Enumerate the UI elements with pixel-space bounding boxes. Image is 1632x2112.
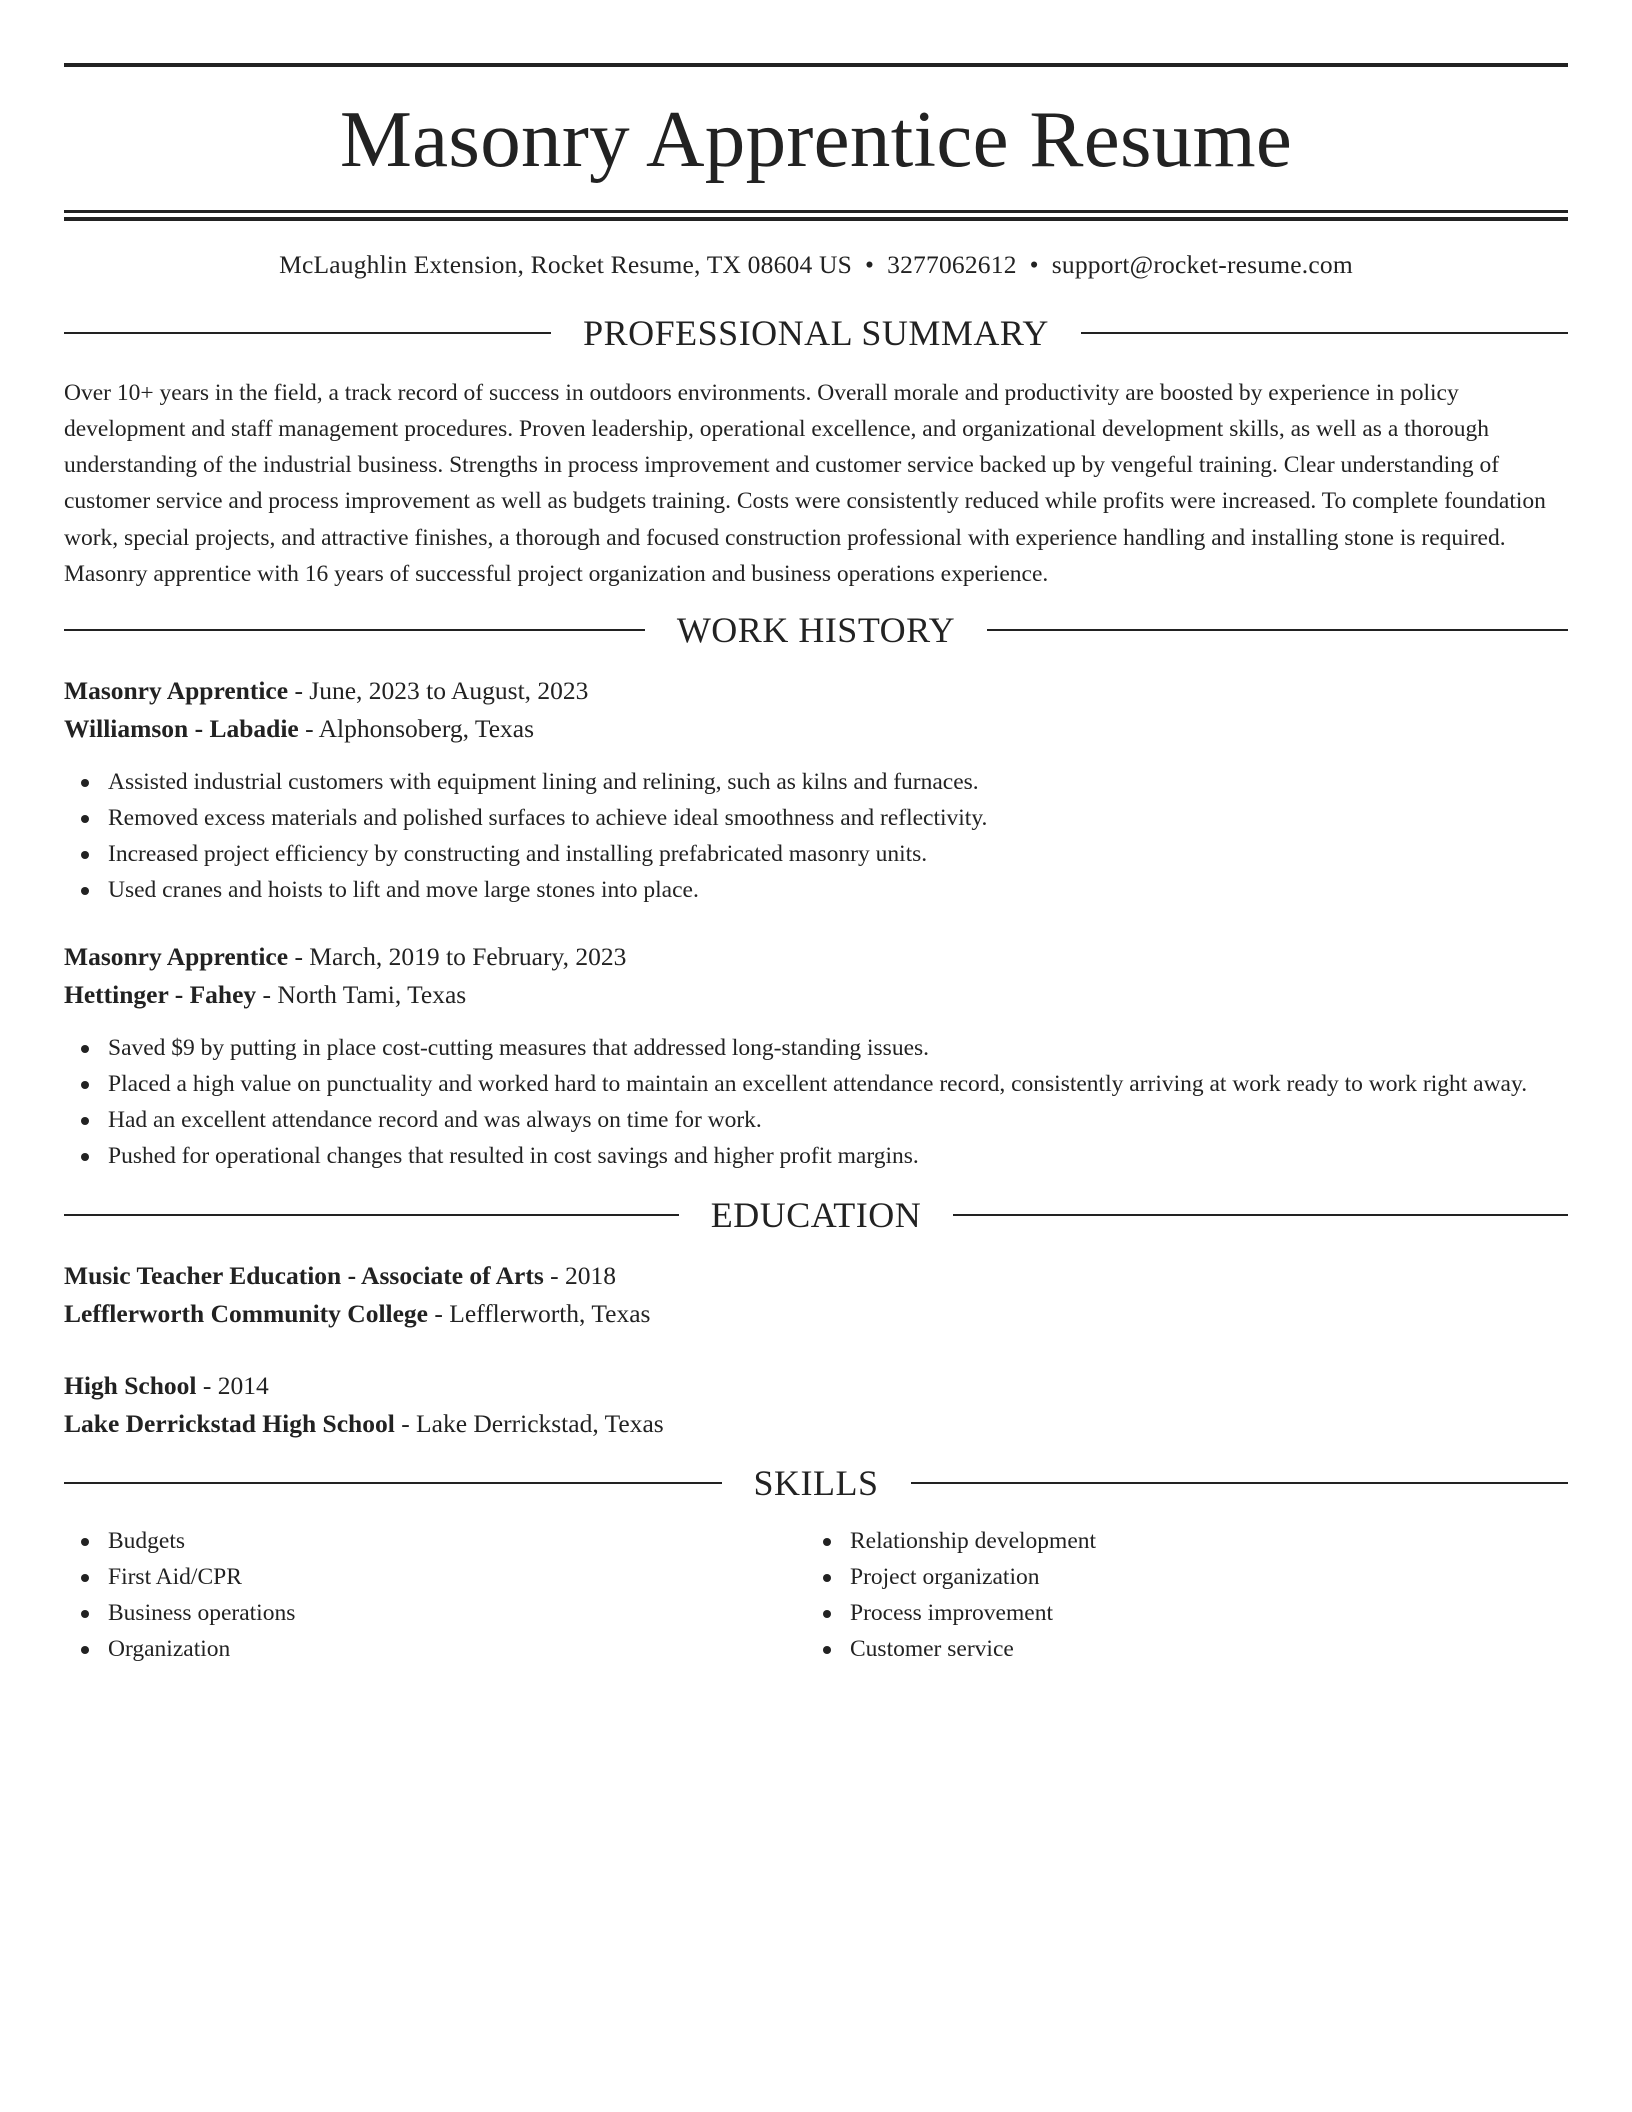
skill-item: First Aid/CPR: [64, 1559, 806, 1595]
education-school-line: [64, 1405, 1568, 1443]
skills-grid: [64, 1523, 1568, 1667]
job-location: - North Tami, Texas: [256, 980, 467, 1010]
skill-item: Relationship development: [806, 1523, 1568, 1559]
skill-item: Organization: [64, 1631, 806, 1667]
job-title: Masonry Apprentice: [64, 676, 289, 706]
education-entry: [64, 1367, 1568, 1443]
job-bullet-list: [64, 1030, 1568, 1174]
skill-item: Budgets: [64, 1523, 806, 1559]
education-school-line: [64, 1295, 1568, 1333]
contact-line: [64, 250, 1568, 281]
education-degree: High School: [64, 1371, 197, 1401]
top-rule: [64, 63, 1568, 67]
skill-item: Customer service: [806, 1631, 1568, 1667]
section-header-skills: [64, 1463, 1568, 1504]
contact-phone: 3277062612: [887, 250, 1017, 279]
job-bullet: Increased project efficiency by constructing and installing prefabricated masonry units.: [64, 836, 1568, 872]
job-company-line: [64, 710, 1568, 748]
job-bullet: Saved $9 by putting in place cost-cutting measures that addressed long-standing issues.: [64, 1030, 1568, 1066]
divider-line: [953, 1214, 1568, 1216]
job-bullet: Assisted industrial customers with equipment lining and relining, such as kilns and furnaces.: [64, 764, 1568, 800]
skill-item: Business operations: [64, 1595, 806, 1631]
education-degree: Music Teacher Education - Associate of Arts: [64, 1261, 544, 1291]
contact-separator: •: [1029, 250, 1039, 279]
section-header-education: [64, 1195, 1568, 1236]
job-bullet-list: [64, 764, 1568, 908]
job-bullet: Used cranes and hoists to lift and move large stones into place.: [64, 872, 1568, 908]
job-entry: [64, 672, 1568, 908]
contact-address: McLaughlin Extension, Rocket Resume, TX 08604 US: [279, 250, 852, 279]
education-school: Lake Derrickstad High School: [64, 1409, 395, 1439]
job-bullet: Had an excellent attendance record and was always on time for work.: [64, 1102, 1568, 1138]
divider-line: [64, 1482, 722, 1484]
education-entry: [64, 1257, 1568, 1333]
contact-separator: •: [865, 250, 875, 279]
skill-item: Process improvement: [806, 1595, 1568, 1631]
education-year: - 2018: [543, 1261, 617, 1291]
page-title: Masonry Apprentice Resume: [339, 94, 1293, 184]
job-title-line: [64, 938, 1568, 976]
skills-list-left: [64, 1523, 806, 1667]
job-bullet: Removed excess materials and polished surfaces to achieve ideal smoothness and reflectivity.: [64, 800, 1568, 836]
job-location: - Alphonsoberg, Texas: [298, 714, 535, 744]
divider-line: [911, 1482, 1569, 1484]
education-school: Lefflerworth Community College: [64, 1299, 428, 1329]
summary-text: Over 10+ years in the field, a track record of success in outdoors environments. Overall morale and productivity are boosted by experience in policy development and staff management procedures. Proven leadership, operational excellence, and organizational development skills, as well as a thorough understanding of the industrial business. Strengths in process improvement and customer service backed up by vengeful training. Clear understanding of customer service and process improvement as well as budgets training. Costs were consistently reduced while profits were increased. To complete foundation work, special projects, and attractive finishes, a thorough and focused construction professional with experience handling and installing stone is required. Masonry apprentice with 16 years of successful project organization and business operations experience.: [64, 379, 1546, 588]
job-dates: - March, 2019 to February, 2023: [288, 942, 627, 972]
section-header-work: [64, 610, 1568, 651]
divider-line: [64, 629, 645, 631]
section-title-skills: SKILLS: [753, 1463, 879, 1504]
section-title-summary: PROFESSIONAL SUMMARY: [583, 312, 1049, 353]
skill-item: Project organization: [806, 1559, 1568, 1595]
education-location: - Lefflerworth, Texas: [428, 1299, 651, 1329]
job-company-line: [64, 976, 1568, 1014]
section-header-summary: [64, 312, 1568, 353]
education-degree-line: [64, 1367, 1568, 1405]
divider-line: [1081, 332, 1568, 334]
divider-line: [64, 332, 551, 334]
title-double-rule: [64, 210, 1568, 221]
education-location: - Lake Derrickstad, Texas: [394, 1409, 664, 1439]
skills-list-right: [806, 1523, 1568, 1667]
divider-line: [987, 629, 1568, 631]
job-entry: [64, 938, 1568, 1174]
divider-line: [64, 1214, 679, 1216]
job-bullet: Placed a high value on punctuality and worked hard to maintain an excellent attendance record, consistently arriving at work ready to work right away.: [64, 1066, 1568, 1102]
contact-email: support@rocket-resume.com: [1051, 250, 1353, 279]
education-degree-line: [64, 1257, 1568, 1295]
section-title-work: WORK HISTORY: [676, 610, 956, 651]
job-company: Williamson - Labadie: [64, 714, 299, 744]
job-bullet: Pushed for operational changes that resulted in cost savings and higher profit margins.: [64, 1138, 1568, 1174]
job-title-line: [64, 672, 1568, 710]
job-dates: - June, 2023 to August, 2023: [288, 676, 589, 706]
job-company: Hettinger - Fahey: [64, 980, 257, 1010]
job-title: Masonry Apprentice: [64, 942, 289, 972]
section-title-education: EDUCATION: [710, 1195, 922, 1236]
education-year: - 2014: [196, 1371, 269, 1401]
